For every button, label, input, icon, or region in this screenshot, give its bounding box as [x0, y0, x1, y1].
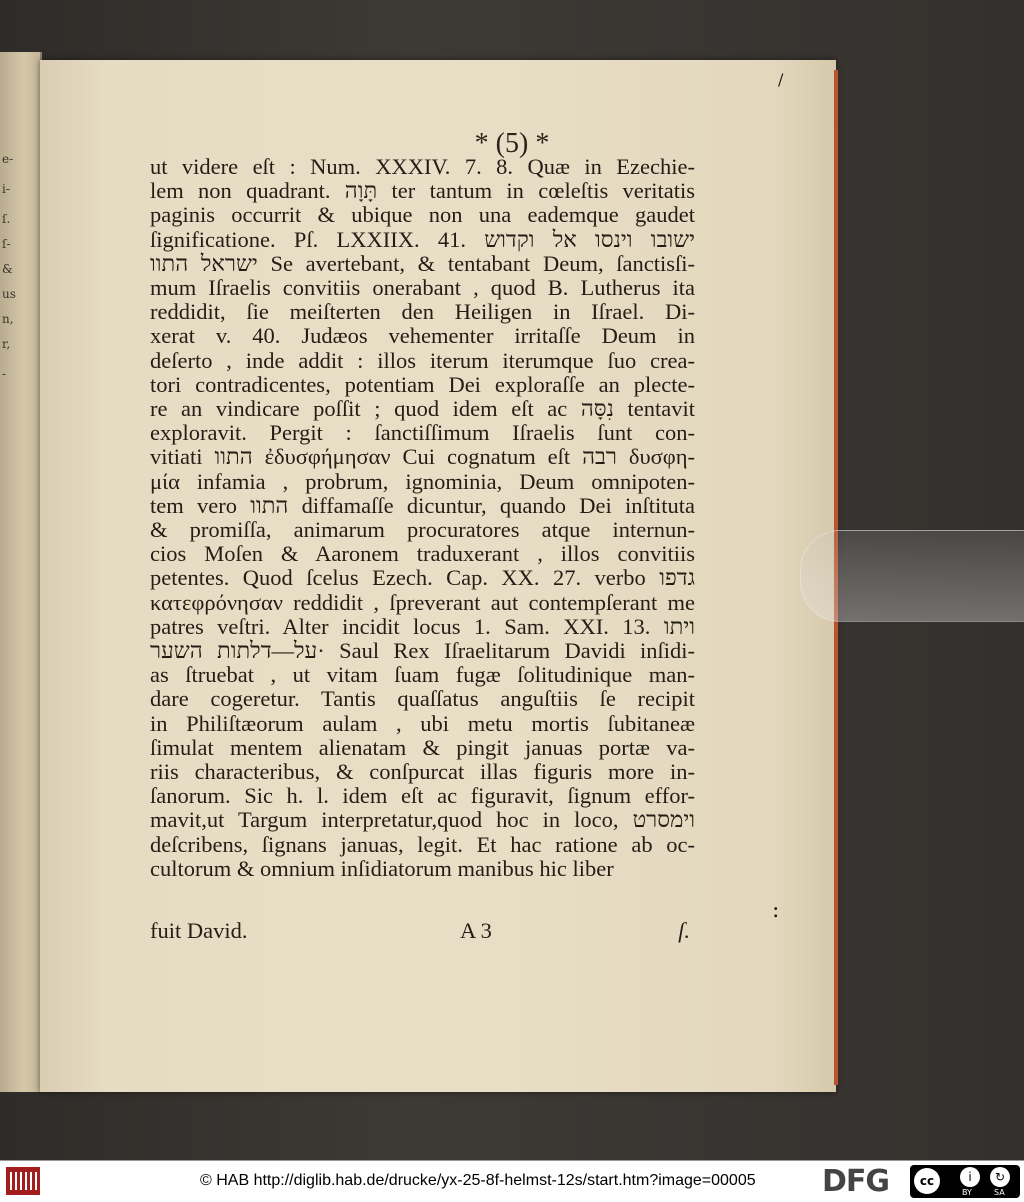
text-line: cultorum & omnium inſidiatorum manibus hic liber	[150, 855, 614, 881]
catchword: ſ.	[678, 918, 690, 943]
text-line: על—דלתות השער· Saul Rex Iſraelitarum Davidi inſidi-	[150, 638, 695, 664]
hab-logo-icon	[6, 1167, 40, 1195]
text-line: mum Iſraelis convitiis onerabant , quod B. Lutherus ita	[150, 275, 695, 301]
left-fragment: ſ.	[2, 212, 11, 226]
text-line: in Philiſtæorum aulam , ubi metu mortis ſubitaneæ	[150, 710, 695, 736]
text-line: xerat v. 40. Judæos vehementer irritaſſe Deum in	[150, 323, 695, 349]
text-line: ut videre eſt : Num. XXXIV. 7. 8. Quæ in Ezechie-	[150, 154, 695, 179]
text-line: as ſtruebat , ut vitam ſuam fugæ ſolitudinique man-	[150, 662, 695, 688]
text-line: vitiati התוו ἐδυσφήμησαν Cui cognatum eſt רבה δυσφη-	[150, 444, 695, 470]
text-line: μία infamia , probrum, ignominia, Deum omnipoten-	[150, 468, 695, 494]
left-fragment: -	[2, 367, 7, 381]
left-fragment: n,	[2, 312, 14, 326]
cc-icon: cc	[914, 1168, 940, 1194]
credit-bar	[0, 1160, 1024, 1202]
footer-text: fuit David.	[150, 918, 248, 943]
credit-link[interactable]: © HAB http://diglib.hab.de/drucke/yx-25-8f-helmst-12s/start.htm?image=00005	[200, 1172, 756, 1189]
text-line: ſanorum. Sic h. l. idem eſt ac figuravit, ſignum effor-	[150, 783, 695, 809]
text-line: deſerto , inde addit : illos iterum iterumque ſuo crea-	[150, 347, 695, 373]
text-line: deſcribens, ſignans januas, legit. Et hac ratione ab oc-	[150, 831, 695, 857]
margin-mark: :	[772, 898, 780, 923]
text-line: κατεφρόνησαν reddidit , ſpreverant aut contempſerant me	[150, 589, 695, 615]
left-fragment: &	[2, 262, 13, 276]
text-line: tori contradicentes, potentiam Dei exploraſſe an plecte-	[150, 371, 695, 397]
edge-mark: /	[778, 70, 784, 89]
text-line: tem vero התוו diffamaſſe dicuntur, quando Dei inſtituta	[150, 492, 696, 518]
left-fragment: e-	[2, 152, 14, 166]
left-fragment: r,	[2, 337, 11, 351]
text-line: exploravit. Pergit : ſanctiſſimum Iſraelis ſunt con-	[150, 420, 695, 446]
left-page-edge	[0, 52, 42, 1092]
page-header: * (5) *	[474, 128, 550, 159]
left-fragment: us	[2, 287, 16, 301]
sa-icon: ↻	[990, 1167, 1010, 1187]
text-line: re an vindicare poſſit ; quod idem eſt ac נִסָּה tentavit	[150, 396, 695, 422]
cc-license-icon[interactable]	[910, 1165, 1020, 1198]
text-line: ſimulat mentem alienatam & pingit januas portæ va-	[150, 734, 695, 760]
body-text	[150, 155, 695, 881]
text-line: petentes. Quod ſcelus Ezech. Cap. XX. 27. verbo גדפו	[150, 565, 695, 591]
text-line: paginis occurrit & ubique non una eademque gaudet	[150, 202, 695, 228]
left-fragment: ſ-	[2, 237, 11, 251]
page-holder-clip	[800, 530, 1024, 622]
dfg-logo: DFG	[822, 1164, 890, 1199]
text-line: reddidit, ſie meiſterten den Heiligen in Iſrael. Di-	[150, 299, 695, 325]
text-line: ישראל התוו Se avertebant, & tentabant Deum, ſanctisſi-	[150, 250, 696, 276]
by-label: BY	[962, 1188, 972, 1197]
text-line: cios Moſen & Aaronem traduxerant , illos convitiis	[150, 541, 695, 567]
by-icon: i	[960, 1167, 980, 1187]
text-line: lem non quadrant. תָּוָה ter tantum in cœleſtis veritatis	[150, 178, 695, 204]
page-footer	[150, 918, 690, 944]
text-line: & promiſſa, animarum procuratores atque internun-	[150, 517, 695, 543]
text-line: ſignificatione. Pſ. LXXIIX. 41. ישובו וינסו אל וקדוש	[150, 226, 695, 252]
text-line: riis characteribus, & conſpurcat illas figuris more in-	[150, 759, 695, 785]
sa-label: SA	[994, 1188, 1005, 1197]
left-fragment: i-	[2, 182, 10, 196]
text-line: patres veſtri. Alter incidit locus 1. Sam. XXI. 13. ויתו	[150, 613, 695, 639]
text-line: dare cogeretur. Tantis quaſſatus anguſtiis ſe recipit	[150, 686, 695, 712]
text-line: mavit,ut Targum interpretatur,quod hoc in loco, וימסרט	[150, 807, 695, 833]
signature-mark: A 3	[460, 918, 492, 943]
